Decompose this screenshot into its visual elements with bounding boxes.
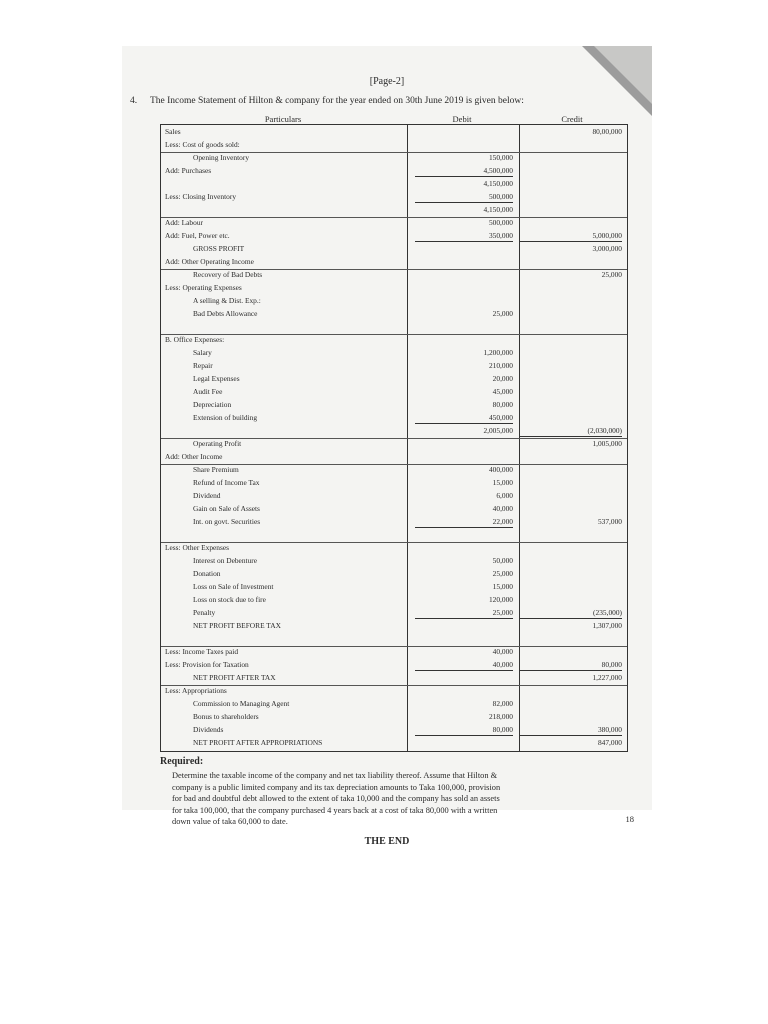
row-debit: 2,005,000: [483, 426, 513, 435]
table-row: [161, 387, 627, 397]
row-credit: 537,000: [597, 517, 622, 526]
header-credit: Credit: [561, 114, 583, 124]
table-row: [161, 660, 627, 670]
row-credit: 1,307,000: [592, 621, 622, 630]
row-debit: 15,000: [492, 582, 513, 591]
table-row: [161, 504, 627, 514]
row-debit: 500,000: [488, 218, 513, 227]
question-number: 4.: [130, 96, 138, 106]
row-particulars: Depreciation: [193, 400, 232, 409]
row-particulars: Audit Fee: [193, 387, 223, 396]
row-particulars: Less: Other Expenses: [165, 543, 230, 552]
row-particulars: B. Office Expenses:: [165, 335, 225, 344]
row-particulars: GROSS PROFIT: [193, 244, 245, 253]
table-row: [161, 166, 627, 176]
row-credit: (235,000): [519, 608, 622, 619]
row-particulars: Refund of Income Tax: [193, 478, 260, 487]
table-row: [161, 738, 627, 748]
table-row: [161, 361, 627, 371]
required-text: [172, 770, 632, 828]
row-debit: 50,000: [492, 556, 513, 565]
row-debit: 400,000: [488, 465, 513, 474]
row-particulars: Sales: [165, 127, 181, 136]
row-particulars: NET PROFIT AFTER APPROPRIATIONS: [193, 738, 323, 747]
row-debit: 15,000: [492, 478, 513, 487]
row-particulars: Less: Appropriations: [165, 686, 227, 695]
row-debit: 500,000: [415, 192, 513, 203]
row-particulars: NET PROFIT BEFORE TAX: [193, 621, 281, 630]
row-particulars: Add: Purchases: [165, 166, 212, 175]
row-particulars: Donation: [193, 569, 221, 578]
table-row: [161, 465, 627, 475]
row-particulars: Dividend: [193, 491, 221, 500]
row-debit: 40,000: [492, 647, 513, 656]
row-credit: 847,000: [597, 738, 622, 747]
table-row: [161, 517, 627, 527]
the-end: THE END: [364, 836, 410, 847]
row-particulars: Bad Debts Allowance: [193, 309, 258, 318]
header-particulars: Particulars: [264, 114, 302, 124]
row-credit: 80,000: [519, 660, 622, 671]
table-row: [161, 647, 627, 657]
table-row: [161, 569, 627, 579]
row-particulars: Extension of building: [193, 413, 258, 422]
table-row: [161, 309, 627, 319]
row-particulars: Penalty: [193, 608, 216, 617]
table-row: [161, 608, 627, 618]
row-particulars: Share Premium: [193, 465, 239, 474]
row-debit: 40,000: [415, 660, 513, 671]
row-particulars: Legal Expenses: [193, 374, 240, 383]
row-particulars: Commission to Managing Agent: [193, 699, 290, 708]
required-title: Required:: [160, 756, 204, 767]
table-row: [161, 413, 627, 423]
table-row: [161, 478, 627, 488]
row-particulars: Gain on Sale of Assets: [193, 504, 260, 513]
table-row: [161, 335, 627, 345]
table-row: [161, 595, 627, 605]
table-row: [161, 218, 627, 228]
marks: 18: [625, 814, 634, 824]
table-row: [161, 530, 627, 540]
row-credit: 1,005,000: [592, 439, 622, 448]
row-particulars: Loss on stock due to fire: [193, 595, 266, 604]
row-credit: 3,000,000: [592, 244, 622, 253]
row-particulars: NET PROFIT AFTER TAX: [193, 673, 276, 682]
row-particulars: Add: Other Operating Income: [165, 257, 254, 266]
row-debit: 25,000: [492, 309, 513, 318]
table-row: [161, 231, 627, 241]
table-row: [161, 426, 627, 436]
table-row: [161, 621, 627, 631]
row-particulars: Recovery of Bad Debts: [193, 270, 263, 279]
table-row: [161, 179, 627, 189]
row-debit: 82,000: [492, 699, 513, 708]
question-line: [130, 96, 630, 106]
page-number: [Page-2]: [369, 76, 405, 87]
required-line: down value of taka 60,000 to date.: [172, 817, 288, 826]
table-row: [161, 491, 627, 501]
table-row: [161, 205, 627, 215]
row-debit: 80,000: [415, 725, 513, 736]
row-particulars: Opening Inventory: [193, 153, 250, 162]
table-row: [161, 556, 627, 566]
row-credit: 80,00,000: [592, 127, 622, 136]
row-credit: (2,030,000): [519, 426, 622, 437]
table-row: [161, 400, 627, 410]
required-line: for taka 100,000, that the company purchased 4 years back at a cost of taka 80,000 with a written: [172, 805, 498, 815]
row-debit: 45,000: [492, 387, 513, 396]
row-particulars: Interest on Debenture: [193, 556, 258, 565]
row-particulars: Add: Labour: [165, 218, 203, 227]
row-debit: 450,000: [415, 413, 513, 424]
row-debit: 4,500,000: [415, 166, 513, 177]
row-particulars: Less: Cost of goods sold:: [165, 140, 240, 149]
row-particulars: Loss on Sale of Investment: [193, 582, 274, 591]
row-particulars: Less: Provision for Taxation: [165, 660, 249, 669]
table-row: [161, 127, 627, 137]
table-row: [161, 296, 627, 306]
table-row: [161, 192, 627, 202]
row-particulars: Salary: [193, 348, 212, 357]
row-particulars: Dividends: [193, 725, 224, 734]
row-debit: 25,000: [415, 608, 513, 619]
row-particulars: Less: Closing Inventory: [165, 192, 237, 201]
table-row: [161, 673, 627, 683]
row-particulars: Less: Operating Expenses: [165, 283, 242, 292]
row-credit: 25,000: [601, 270, 622, 279]
table-row: [161, 283, 627, 293]
income-statement-table: [160, 124, 628, 752]
table-row: [161, 543, 627, 553]
table-row: [161, 322, 627, 332]
row-debit: 40,000: [492, 504, 513, 513]
row-debit: 120,000: [488, 595, 513, 604]
row-credit: 5,000,000: [519, 231, 622, 242]
table-row: [161, 582, 627, 592]
table-row: [161, 452, 627, 462]
row-debit: 4,150,000: [483, 205, 513, 214]
row-debit: 20,000: [492, 374, 513, 383]
row-particulars: Less: Income Taxes paid: [165, 647, 239, 656]
row-particulars: Operating Profit: [193, 439, 242, 448]
required-line: for bad and doubtful debt allowed to the extent of taka 10,000 and the company has sold an assets: [172, 794, 500, 803]
header-debit: Debit: [452, 114, 472, 124]
table-row: [161, 712, 627, 722]
row-particulars: A selling & Dist. Exp.:: [193, 296, 261, 305]
row-debit: 150,000: [488, 153, 513, 162]
table-row: [161, 374, 627, 384]
row-debit: 6,000: [496, 491, 513, 500]
row-particulars: Repair: [193, 361, 213, 370]
required-line: company is a public limited company and its tax depreciation amounts to Taka 100,000, provision: [172, 782, 501, 792]
row-debit: 350,000: [415, 231, 513, 242]
table-row: [161, 439, 627, 449]
row-particulars: Add: Fuel, Power etc.: [165, 231, 230, 240]
row-particulars: Bonus to shareholders: [193, 712, 259, 721]
table-row: [161, 140, 627, 150]
table-row: [161, 725, 627, 735]
row-particulars: Add: Other Income: [165, 452, 223, 461]
row-debit: 80,000: [492, 400, 513, 409]
table-row: [161, 686, 627, 696]
table-row: [161, 153, 627, 163]
row-particulars: Int. on govt. Securities: [193, 517, 261, 526]
row-debit: 1,200,000: [483, 348, 513, 357]
table-row: [161, 270, 627, 280]
row-credit: 380,000: [519, 725, 622, 736]
table-row: [161, 348, 627, 358]
table-row: [161, 257, 627, 267]
row-debit: 4,150,000: [483, 179, 513, 188]
row-credit: 1,227,000: [592, 673, 622, 682]
question-text: The Income Statement of Hilton & company for the year ended on 30th June 2019 is given below:: [150, 96, 524, 106]
row-debit: 218,000: [488, 712, 513, 721]
table-row: [161, 699, 627, 709]
required-line: Determine the taxable income of the company and net tax liability thereof. Assume that Hilton &: [172, 771, 498, 780]
row-debit: 25,000: [492, 569, 513, 578]
row-debit: 210,000: [488, 361, 513, 370]
table-row: [161, 634, 627, 644]
row-debit: 22,000: [415, 517, 513, 528]
table-row: [161, 244, 627, 254]
scanned-page: [122, 46, 652, 847]
